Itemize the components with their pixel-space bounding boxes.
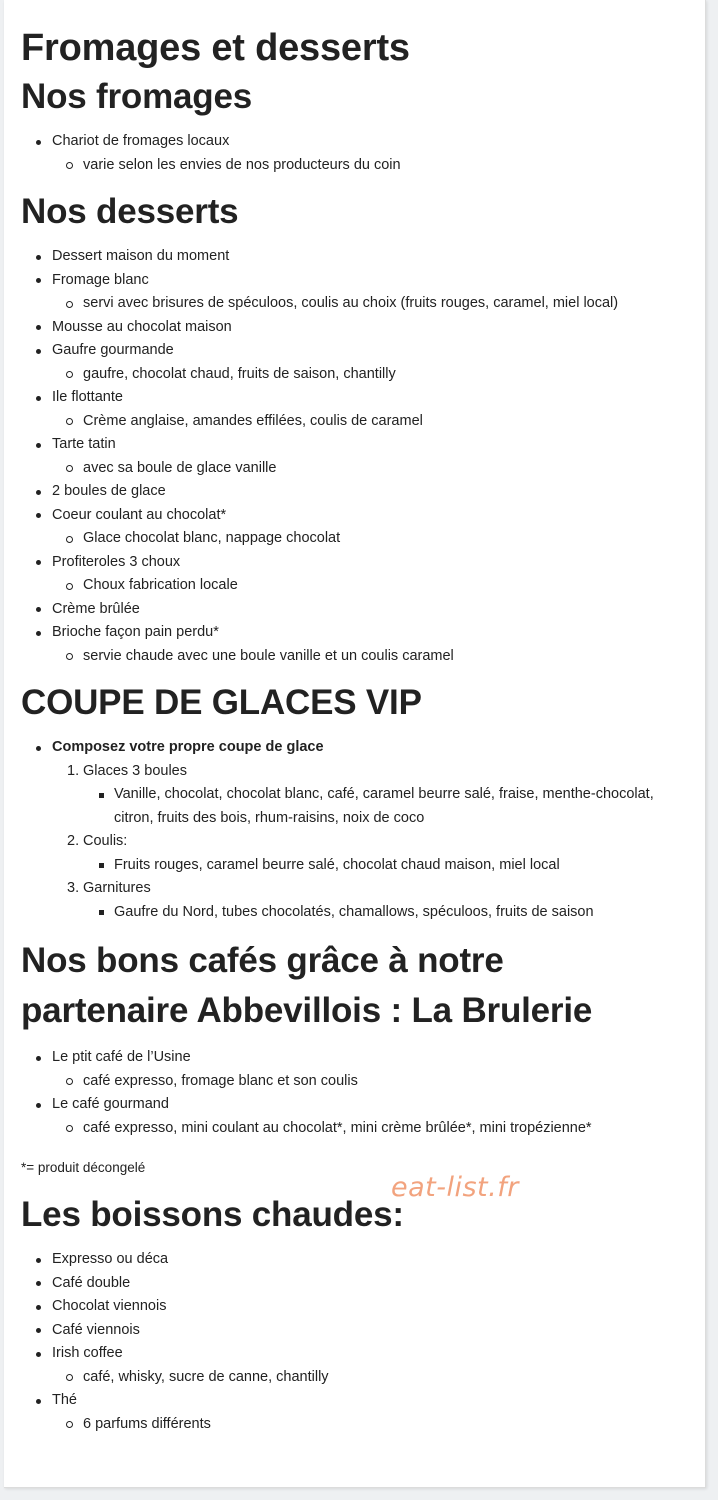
list-item: Le café gourmand — [21, 1093, 691, 1117]
list-item: Dessert maison du moment — [21, 245, 691, 269]
step-number: 3. — [67, 880, 80, 896]
section-title-fromages: Nos fromages — [21, 77, 252, 116]
list-item-detail: varie selon les envies de nos producteurs du coin — [21, 154, 691, 178]
list-item-detail: Crème anglaise, amandes effilées, coulis de caramel — [21, 410, 691, 434]
page-title: Fromages et desserts — [21, 27, 410, 69]
list-item: Brioche façon pain perdu* — [21, 621, 691, 645]
list-item-detail: avec sa boule de glace vanille — [21, 457, 691, 481]
list-item-detail: Glace chocolat blanc, nappage chocolat — [21, 527, 691, 551]
section-title-desserts: Nos desserts — [21, 192, 239, 231]
footnote: *= produit décongelé — [21, 1160, 146, 1175]
boissons-list — [21, 1248, 691, 1436]
list-item: Café viennois — [21, 1319, 691, 1343]
list-item: Fromage blanc — [21, 269, 691, 293]
list-item: Café double — [21, 1272, 691, 1296]
step-detail-continued: citron, fruits des bois, rhum-raisins, noix de coco — [114, 809, 425, 826]
step-number: 1. — [67, 762, 80, 779]
list-item: Le ptit café de l’Usine — [21, 1046, 691, 1070]
section-title-cafes-line1: Nos bons cafés grâce à notre — [21, 941, 504, 980]
list-item-detail: café expresso, fromage blanc et son coulis — [21, 1070, 691, 1094]
list-item: Crème brûlée — [21, 598, 691, 622]
section-title-cafes — [21, 936, 691, 1036]
list-item: Profiteroles 3 choux — [21, 551, 691, 575]
ordered-step — [21, 877, 691, 901]
step-detail: Gaufre du Nord, tubes chocolatés, chamallows, spéculoos, fruits de saison — [21, 901, 691, 925]
list-item-detail: servi avec brisures de spéculoos, coulis au choix (fruits rouges, caramel, miel local) — [21, 292, 691, 316]
list-item: Mousse au chocolat maison — [21, 316, 691, 340]
step-label: Garnitures — [83, 880, 151, 896]
ordered-step — [21, 830, 691, 854]
list-item: Chariot de fromages locaux — [21, 130, 691, 154]
section-title-boissons: Les boissons chaudes: — [21, 1195, 404, 1234]
cafes-list — [21, 1046, 691, 1140]
menu-content — [21, 22, 691, 1436]
step-label: Coulis: — [83, 833, 128, 849]
list-item: Thé — [21, 1389, 691, 1413]
list-item: Irish coffee — [21, 1342, 691, 1366]
section-title-cafes-line2: partenaire Abbevillois : La Brulerie — [21, 991, 593, 1030]
list-item: Tarte tatin — [21, 433, 691, 457]
list-item: Composez votre propre coupe de glace — [21, 736, 691, 760]
step-label: Glaces 3 boules — [83, 762, 187, 779]
list-item: Gaufre gourmande — [21, 339, 691, 363]
step-detail: Fruits rouges, caramel beurre salé, chocolat chaud maison, miel local — [21, 854, 691, 878]
step-number: 2. — [67, 833, 80, 849]
list-item-detail: café, whisky, sucre de canne, chantilly — [21, 1366, 691, 1390]
desserts-list — [21, 245, 691, 668]
section-title-vip: COUPE DE GLACES VIP — [21, 683, 422, 722]
list-item: 2 boules de glace — [21, 480, 691, 504]
list-item-detail: servie chaude avec une boule vanille et un coulis caramel — [21, 645, 691, 669]
fromages-list — [21, 130, 691, 177]
step-detail: Vanille, chocolat, chocolat blanc, café, caramel beurre salé, fraise, menthe-chocolat, — [21, 783, 691, 807]
vip-list — [21, 736, 691, 924]
list-item: Ile flottante — [21, 386, 691, 410]
list-item-detail: gaufre, chocolat chaud, fruits de saison, chantilly — [21, 363, 691, 387]
list-item: Expresso ou déca — [21, 1248, 691, 1272]
list-item: Coeur coulant au chocolat* — [21, 504, 691, 528]
ordered-step — [21, 760, 691, 784]
list-item: Chocolat viennois — [21, 1295, 691, 1319]
list-item-detail: 6 parfums différents — [21, 1413, 691, 1437]
list-item-detail: café expresso, mini coulant au chocolat*, mini crème brûlée*, mini tropézienne* — [21, 1117, 691, 1141]
watermark-text: eat-list.fr — [391, 1172, 519, 1203]
list-item-detail: Choux fabrication locale — [21, 574, 691, 598]
menu-card — [4, 0, 706, 1488]
